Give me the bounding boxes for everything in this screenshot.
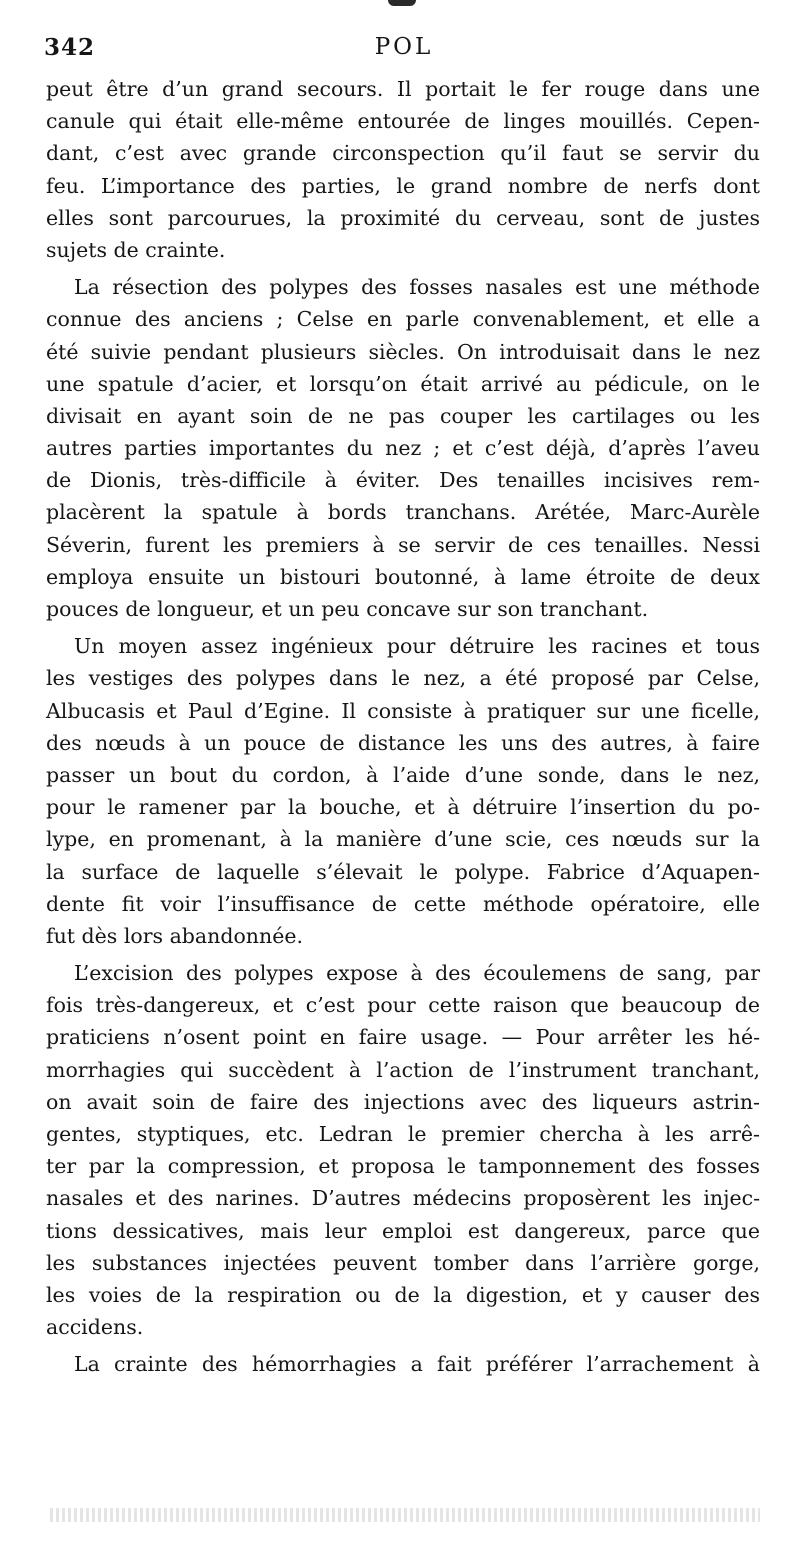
text-line: la surface de laquelle s’élevait le polype. Fabrice d’Aquapen-: [46, 859, 760, 884]
text-line: employa ensuite un bistouri boutonné, à lame étroite de deux: [46, 564, 760, 589]
text-line: les voies de la respiration ou de la digestion, et y causer des: [46, 1282, 760, 1307]
text-line: lype, en promenant, à la manière d’une scie, ces nœuds sur la: [46, 827, 760, 852]
ink-mark-decoration: [388, 0, 416, 6]
text-line: été suivie pendant plusieurs siècles. On introduisait dans le nez: [46, 339, 760, 364]
text-line: divisait en ayant soin de ne pas couper les cartilages ou les: [46, 403, 760, 428]
running-head: [44, 34, 764, 66]
body-text: [46, 73, 760, 1386]
text-line: elles sont parcourues, la proximité du cerveau, sont de justes: [46, 205, 760, 230]
text-line: Séverin, furent les premiers à se servir de ces tenailles. Nessi: [46, 532, 760, 557]
running-title: POL: [374, 34, 434, 60]
text-line: fut dès lors abandonnée.: [46, 923, 303, 948]
text-line: ter par la compression, et proposa le tamponnement des fosses: [46, 1154, 760, 1179]
text-line: feu. L’importance des parties, le grand nombre de nerfs dont: [46, 173, 760, 198]
text-line: dant, c’est avec grande circonspection qu’il faut se servir du: [46, 141, 760, 166]
text-line: sujets de crainte.: [46, 237, 226, 262]
paragraph-4: [46, 957, 760, 1343]
text-line: on avait soin de faire des injections avec des liqueurs astrin-: [46, 1089, 760, 1114]
text-line: placèrent la spatule à bords tranchans. Arétée, Marc-Aurèle: [46, 500, 760, 525]
text-line: morrhagies qui succèdent à l’action de l’instrument tranchant,: [46, 1057, 760, 1082]
text-line: canule qui était elle-même entourée de linges mouillés. Cepen-: [46, 109, 760, 134]
text-line: Albucasis et Paul d’Egine. Il consiste à pratiquer sur une ficelle,: [46, 698, 760, 723]
text-line: passer un bout du cordon, à l’aide d’une sonde, dans le nez,: [46, 762, 760, 787]
text-line: Un moyen assez ingénieux pour détruire les racines et tous: [74, 634, 760, 659]
text-line: La résection des polypes des fosses nasales est une méthode: [74, 275, 760, 300]
paragraph-5: [46, 1348, 760, 1380]
paragraph-2: [46, 271, 760, 625]
text-line: praticiens n’osent point en faire usage. — Pour arrêter les hé-: [46, 1025, 760, 1050]
text-line: nasales et des narines. D’autres médecins proposèrent les injec-: [46, 1186, 760, 1211]
text-line: tions dessicatives, mais leur emploi est dangereux, parce que: [46, 1218, 760, 1243]
text-line: pouces de longueur, et un peu concave sur son tranchant.: [46, 597, 649, 621]
text-line: accidens.: [46, 1315, 144, 1340]
text-line: les substances injectées peuvent tomber dans l’arrière gorge,: [46, 1250, 760, 1275]
text-line: L’excision des polypes expose à des écoulemens de sang, par: [74, 961, 760, 986]
text-line: connue des anciens ; Celse en parle convenablement, et elle a: [46, 307, 760, 332]
show-through-bleed-decoration: [50, 1508, 760, 1522]
page-number: 342: [44, 34, 96, 61]
text-line: gentes, styptiques, etc. Ledran le premier chercha à les arrê-: [46, 1122, 760, 1146]
text-line: dente fit voir l’insuffisance de cette méthode opératoire, elle: [46, 891, 760, 916]
text-line: peut être d’un grand secours. Il portait le fer rouge dans une: [46, 77, 760, 101]
text-line: des nœuds à un pouce de distance les uns des autres, à faire: [46, 730, 760, 755]
paragraph-1: [46, 73, 760, 266]
text-line: de Dionis, très-difficile à éviter. Des tenailles incisives rem-: [46, 468, 760, 493]
text-line: une spatule d’acier, et lorsqu’on était arrivé au pédicule, on le: [46, 371, 760, 396]
text-line: les vestiges des polypes dans le nez, a été proposé par Celse,: [46, 666, 760, 691]
paragraph-3: [46, 630, 760, 952]
text-line: fois très-dangereux, et c’est pour cette raison que beaucoup de: [46, 993, 760, 1018]
text-line: autres parties importantes du nez ; et c’est déjà, d’après l’aveu: [46, 436, 760, 461]
text-line: La crainte des hémorrhagies a fait préférer l’arrachement à: [74, 1352, 760, 1377]
text-line: pour le ramener par la bouche, et à détruire l’insertion du po-: [46, 795, 760, 820]
